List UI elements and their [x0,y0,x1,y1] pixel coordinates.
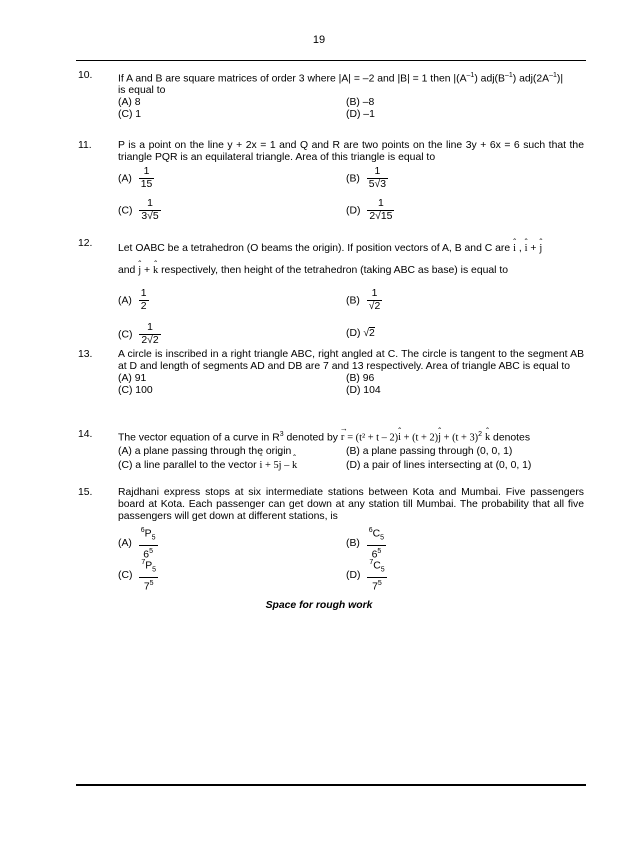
option-b: (B) $\frac{1}{√2}$ [346,288,381,312]
question-text: P is a point on the line y + 2x = 1 and Q and R are two points on the line 3y + 6x = 6 such that the triangle PQR is an equilateral triangle. Area of this triangle is equal to [118,140,584,163]
fraction: $\frac{1}{√2}$ [368,288,381,312]
option-d: (D) $\frac{^7C_5}{7^5}$ [346,559,385,593]
rough-work-label: Space for rough work [265,600,373,611]
option-b: (B) $\frac{^6C_5}{6^5}$ [346,527,385,561]
option-a: (A) 91 [118,373,147,384]
option-d: (D) –1 [346,109,375,121]
fraction: $\frac{^7P_5}{7^5}$ [141,559,157,593]
options [118,164,584,236]
option-a: (A) $\frac{1}{2}$ [118,288,147,312]
header-rule [76,60,586,61]
question-text: A circle is inscribed in a right triangle ABC, right angled at C. The circle is tangent to the segment AB at D and length of segments AD and DB are 7 and 13 respectively. Area of triangle ABC is equal to [118,349,584,372]
question-text: The vector equation of a curve in $R^3$ denoted by → r = (t² + t – 2)ˆ i + (t + 2)ˆ $j + (t + 3)^2$ ˆ k denotes [118,429,584,444]
question-number: 14. [78,429,93,440]
question-text: If A and B are square matrices of order 3 where |A| = –2 and |B| = 1 then $|(A^{-1})$ $adj(B^{-1})$ $adj(2A^{-1})|$ is equal to [118,72,564,97]
option-c: (C) 100 [118,385,153,396]
fraction: $\frac{1}{5√3}$ [368,166,387,190]
option-b: (B) –8 [346,97,375,109]
page-number: 19 [312,34,326,46]
question-11 [78,140,584,236]
question-number: 13. [78,349,93,360]
fraction: $\frac{1}{3√5}$ [141,198,159,222]
option-a: (A) 8 [118,97,141,109]
option-d: (D) 104 [346,385,381,396]
option-b: (B) $\frac{1}{5√3}$ [346,166,387,190]
option-d: (D) a pair of lines intersecting at (0, 0, 1) [346,460,532,472]
option-a: (A) a plane passing through the origin [118,446,292,458]
question-15 [78,487,584,593]
question-number: 10. [78,70,93,81]
option-b: (B) 96 [346,373,375,384]
options [118,523,584,593]
question-14 [78,429,584,472]
fraction: $\frac{1}{2}$ [140,288,147,312]
option-c: (C) $\frac{1}{3√5}$ [118,198,159,222]
fraction: $\frac{^6C_5}{6^5}$ [368,527,385,561]
fraction: $\frac{^7C_5}{7^5}$ [369,559,385,593]
fraction: $\frac{1}{2√15}$ [369,198,393,222]
option-a: (A) $\frac{1}{15}$ [118,166,153,190]
option-d: (D) $\frac{1}{2√15}$ [346,198,393,222]
question-number: 12. [78,238,93,249]
options [118,97,584,121]
question-13 [78,349,584,397]
footer-rule [76,784,586,786]
question-12 [78,238,584,352]
option-a: (A) $\frac{^6P_5}{6^5}$ [118,527,156,561]
fraction: $\frac{^6P_5}{6^5}$ [140,527,156,561]
option-c: (C) $\frac{^7P_5}{7^5}$ [118,559,157,593]
question-10 [78,70,584,121]
option-d: (D) √2 [346,328,375,339]
question-number: 15. [78,487,93,498]
options [118,444,584,472]
options [118,282,584,352]
options [118,373,584,397]
option-b: (B) a plane passing through (0, 0, 1) [346,446,513,458]
fraction: $\frac{1}{2√2}$ [141,322,159,346]
fraction: $\frac{1}{15}$ [140,166,153,190]
option-c: (C) 1 [118,109,142,121]
question-text: Let OABC be a tetrahedron (O beams the origin). If position vectors of A, B and C are ˆ i , ˆ i + ˆ j and ˆ j + ˆ k respectively, then height of the tetrahedron (taking ABC as base) is equal to [118,238,584,282]
option-c: (C) a line parallel to the vector ˆ i + 5ˆ j – ˆ k [118,460,297,471]
question-number: 11. [78,140,92,151]
option-c: (C) $\frac{1}{2√2}$ [118,322,159,346]
question-text: Rajdhani express stops at six intermediate stations between Kota and Mumbai. Five passengers board at Kota. Each passenger can get down at any station till Mumbai. The probability that all five passengers will get down at different stations, is [118,487,584,522]
